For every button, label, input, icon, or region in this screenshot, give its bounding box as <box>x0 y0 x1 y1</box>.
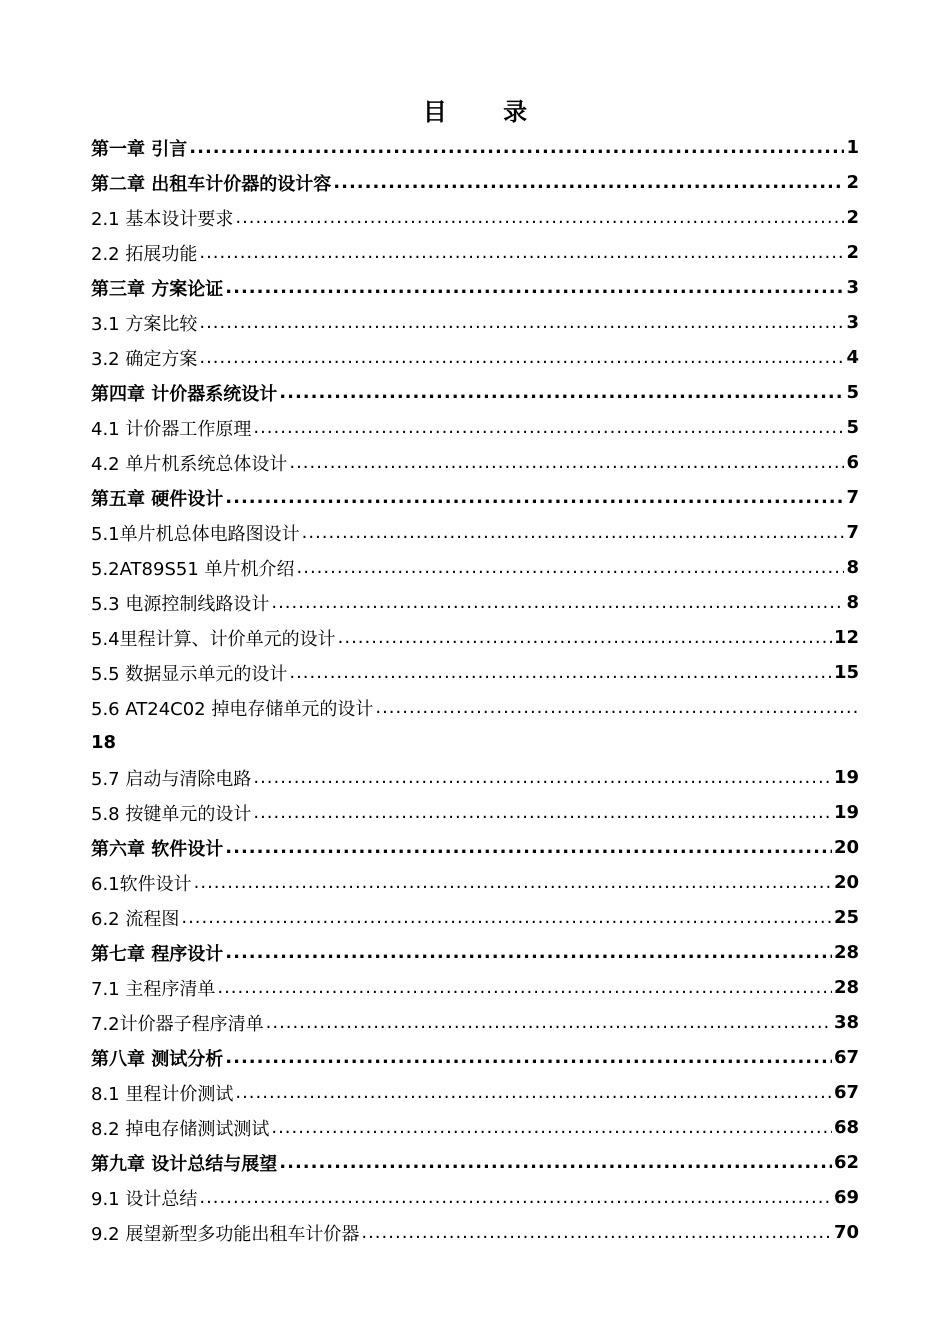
toc-page-number: 18 <box>91 732 117 753</box>
toc-page-number: 20 <box>833 837 859 858</box>
toc-page-number: 7 <box>846 487 859 508</box>
toc-section-entry[interactable] <box>91 1215 859 1250</box>
toc-page-number: 6 <box>846 452 859 473</box>
dot-leader <box>253 417 844 438</box>
toc-title: 目 录 <box>422 98 552 126</box>
toc-page-number: 3 <box>846 312 859 333</box>
toc-page-number: 2 <box>846 172 859 193</box>
toc-entry-label: 2.2 拓展功能 <box>91 243 198 265</box>
toc-page-number: 69 <box>833 1187 859 1208</box>
dot-leader <box>375 697 859 718</box>
toc-section-entry[interactable] <box>91 760 859 795</box>
toc-entry-label: 5.1单片机总体电路图设计 <box>91 523 300 545</box>
toc-chapter-entry[interactable] <box>91 130 859 165</box>
toc-chapter-entry[interactable] <box>91 270 859 305</box>
toc-page-number: 5 <box>846 382 859 403</box>
toc-entry-label: 7.1 主程序清单 <box>91 978 216 1000</box>
toc-page-number: 2 <box>846 207 859 228</box>
toc-entry-label: 第六章 软件设计 <box>91 838 224 860</box>
toc-entry-label: 第五章 硬件设计 <box>91 488 224 510</box>
toc-entry-label: 5.7 启动与清除电路 <box>91 768 252 790</box>
dot-leader <box>266 1012 832 1033</box>
toc-entry-label: 5.3 电源控制线路设计 <box>91 593 270 615</box>
toc-page-number: 68 <box>833 1117 859 1138</box>
dot-leader <box>225 1047 832 1068</box>
toc-page-number: 12 <box>833 627 859 648</box>
toc-page-number: 5 <box>846 417 859 438</box>
toc-section-entry[interactable] <box>91 620 859 655</box>
toc-entry-label: 6.2 流程图 <box>91 908 180 930</box>
toc-entry-label: 第七章 程序设计 <box>91 943 224 965</box>
dot-leader <box>225 277 844 298</box>
toc-section-entry[interactable] <box>91 655 859 690</box>
toc-section-entry[interactable] <box>91 410 859 445</box>
toc-entry-label: 5.5 数据显示单元的设计 <box>91 663 288 685</box>
toc-section-entry[interactable] <box>91 900 859 935</box>
toc-entry-label: 5.4里程计算、计价单元的设计 <box>91 628 336 650</box>
dot-leader <box>279 382 844 403</box>
dot-leader <box>361 1222 832 1243</box>
toc-entry-label: 5.2AT89S51 单片机介绍 <box>91 558 295 580</box>
toc-page-number: 15 <box>833 662 859 683</box>
toc-entry-label: 第二章 出租车计价器的设计容 <box>91 173 332 195</box>
toc-section-entry[interactable] <box>91 200 859 235</box>
toc-page-number: 38 <box>833 1012 859 1033</box>
dot-leader <box>199 1187 832 1208</box>
toc-entry-label: 2.1 基本设计要求 <box>91 208 234 230</box>
toc-page-number: 8 <box>846 557 859 578</box>
dot-leader <box>271 592 844 613</box>
toc-entry-label: 5.6 AT24C02 掉电存储单元的设计 <box>91 698 374 720</box>
toc-chapter-entry[interactable] <box>91 1145 859 1180</box>
toc-entry-label: 4.2 单片机系统总体设计 <box>91 453 288 475</box>
dot-leader <box>235 1082 832 1103</box>
toc-entry-label: 8.1 里程计价测试 <box>91 1083 234 1105</box>
toc-section-entry[interactable] <box>91 340 859 375</box>
toc-section-entry[interactable] <box>91 235 859 270</box>
toc-page-number: 70 <box>833 1222 859 1243</box>
toc-page-number: 19 <box>833 802 859 823</box>
dot-leader <box>338 627 832 648</box>
toc-chapter-entry[interactable] <box>91 375 859 410</box>
toc-page-number: 62 <box>833 1152 859 1173</box>
toc-page-number: 19 <box>833 767 859 788</box>
dot-leader <box>217 977 832 998</box>
dot-leader <box>302 522 845 543</box>
toc-chapter-entry[interactable] <box>91 830 859 865</box>
toc-section-entry[interactable] <box>91 970 859 1005</box>
toc-page-number: 2 <box>846 242 859 263</box>
toc-entry-label: 9.1 设计总结 <box>91 1188 198 1210</box>
toc-page-number: 8 <box>846 592 859 613</box>
toc-entry-label: 4.1 计价器工作原理 <box>91 418 252 440</box>
dot-leader <box>235 207 844 228</box>
toc-page-number: 1 <box>846 137 859 158</box>
toc-entry-label: 5.8 按键单元的设计 <box>91 803 252 825</box>
toc-section-entry[interactable] <box>91 865 859 900</box>
toc-section-entry[interactable] <box>91 690 859 725</box>
dot-leader <box>289 452 844 473</box>
toc-page-number: 67 <box>833 1082 859 1103</box>
toc-section-entry[interactable] <box>91 445 859 480</box>
toc-entry-label: 7.2计价器子程序清单 <box>91 1013 264 1035</box>
toc-section-entry[interactable] <box>91 305 859 340</box>
dot-leader <box>194 872 832 893</box>
toc-page-number: 25 <box>833 907 859 928</box>
dot-leader <box>225 942 832 963</box>
dot-leader <box>253 767 832 788</box>
toc-page-number: 7 <box>846 522 859 543</box>
toc-section-entry[interactable] <box>91 1180 859 1215</box>
toc-entry-label: 第一章 引言 <box>91 138 188 160</box>
toc-section-entry[interactable] <box>91 1005 859 1040</box>
dot-leader <box>225 837 832 858</box>
dot-leader <box>199 242 844 263</box>
toc-page-number: 28 <box>833 942 859 963</box>
toc-chapter-entry[interactable] <box>91 935 859 970</box>
toc-section-entry[interactable] <box>91 1110 859 1145</box>
dot-leader <box>225 487 844 508</box>
toc-entry-label: 3.1 方案比较 <box>91 313 198 335</box>
toc-page-number: 3 <box>846 277 859 298</box>
toc-page-number: 28 <box>833 977 859 998</box>
toc-entry-label: 3.2 确定方案 <box>91 348 198 370</box>
dot-leader <box>279 1152 832 1173</box>
dot-leader <box>253 802 832 823</box>
dot-leader <box>189 137 844 158</box>
dot-leader <box>199 312 844 333</box>
toc-chapter-entry[interactable] <box>91 165 859 200</box>
dot-leader <box>289 662 832 683</box>
toc-entry-label: 第三章 方案论证 <box>91 278 224 300</box>
toc-entry-label: 第八章 测试分析 <box>91 1048 224 1070</box>
toc-chapter-entry[interactable] <box>91 1040 859 1075</box>
toc-chapter-entry[interactable] <box>91 480 859 515</box>
toc-page-number: 20 <box>833 872 859 893</box>
toc-section-entry[interactable] <box>91 1075 859 1110</box>
toc-entry-label: 6.1软件设计 <box>91 873 192 895</box>
toc-page-number: 67 <box>833 1047 859 1068</box>
toc-entry-label: 9.2 展望新型多功能出租车计价器 <box>91 1223 360 1245</box>
toc-entry-label: 第四章 计价器系统设计 <box>91 383 278 405</box>
dot-leader <box>181 907 832 928</box>
toc-entry-label: 8.2 掉电存储测试测试 <box>91 1118 270 1140</box>
toc-section-entry[interactable] <box>91 795 859 830</box>
dot-leader <box>297 557 845 578</box>
toc-page-number: 4 <box>846 347 859 368</box>
dot-leader <box>199 347 844 368</box>
toc-section-entry[interactable] <box>91 550 859 585</box>
toc-section-entry[interactable] <box>91 585 859 620</box>
dot-leader <box>271 1117 832 1138</box>
toc-section-entry[interactable] <box>91 515 859 550</box>
toc-entry-label: 第九章 设计总结与展望 <box>91 1153 278 1175</box>
dot-leader <box>333 172 844 193</box>
table-of-contents <box>91 130 859 1250</box>
